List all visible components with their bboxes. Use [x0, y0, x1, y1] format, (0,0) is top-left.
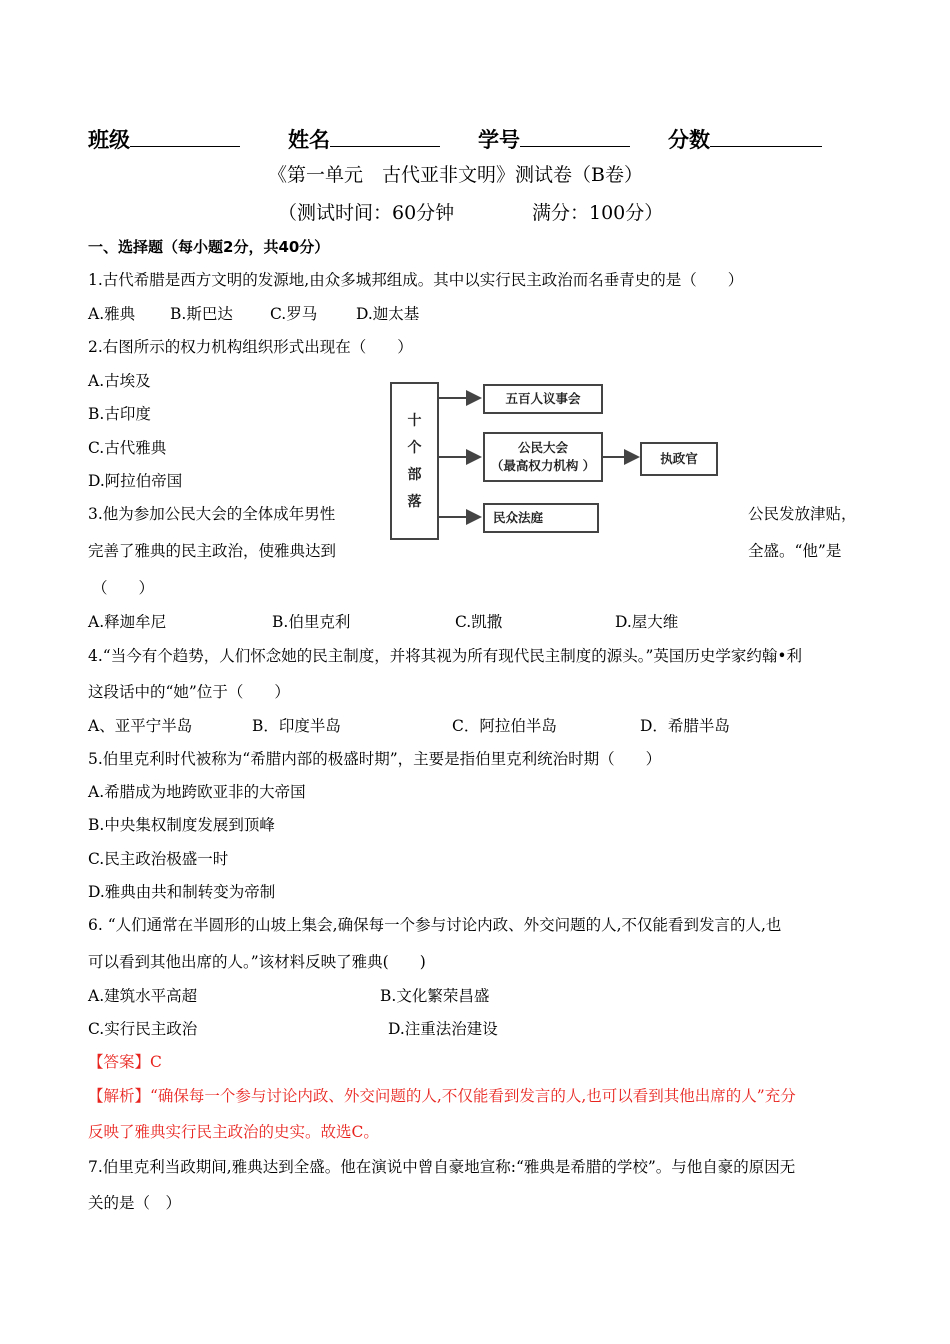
court-label: 民众法庭	[493, 510, 544, 525]
q2-option-a: A.古埃及	[88, 372, 151, 390]
name-blank	[330, 126, 440, 147]
question-7-line2: 关的是（ ）	[88, 1194, 182, 1212]
class-blank	[130, 126, 240, 147]
score-label: 分数	[668, 128, 710, 152]
subtitle-score: 满分：100分）	[532, 202, 664, 224]
name-field	[288, 124, 440, 154]
question-2: 2.右图所示的权力机构组织形式出现在（ ）	[88, 338, 413, 356]
question-3-line2-right: 全盛。“他”是	[748, 542, 842, 560]
assembly-box	[483, 432, 603, 482]
q5-option-a: A.希腊成为地跨欧亚非的大帝国	[88, 783, 306, 801]
q6-option-d: D.注重法治建设	[388, 1020, 498, 1038]
assembly-sublabel: （最高权力机构 ）	[490, 458, 596, 473]
q6-analysis-line1: 【解析】“确保每一个参与讨论内政、外交问题的人,不仅能看到发言的人,也可以看到其他出席的人”充分	[88, 1087, 796, 1105]
q3-option-b: B.伯里克利	[272, 613, 351, 631]
q4-option-c: C．阿拉伯半岛	[452, 717, 557, 735]
q6-option-c: C.实行民主政治	[88, 1020, 198, 1038]
court-box	[483, 503, 599, 533]
question-3-line3: （ ）	[92, 579, 155, 597]
q3-option-c: C.凯撒	[455, 613, 503, 631]
name-label: 姓名	[288, 128, 330, 152]
assembly-label: 公民大会	[517, 440, 568, 455]
council-box	[483, 384, 603, 414]
q4-option-b: B．印度半岛	[252, 717, 341, 735]
q1-option-d: D.迦太基	[356, 305, 420, 323]
question-4-line2: 这段话中的“她”位于（ ）	[88, 683, 290, 701]
question-1: 1.古代希腊是西方文明的发源地,由众多城邦组成。其中以实行民主政治而名垂青史的是（ ）	[88, 271, 744, 289]
page-title: 《第一单元 古代亚非文明》测试卷（B卷）	[268, 164, 643, 186]
tribes-char-3: 部	[407, 467, 422, 483]
tribes-char-1: 十	[407, 413, 422, 429]
score-blank	[710, 126, 822, 147]
tribes-char-2: 个	[407, 440, 422, 456]
question-6-line1: 6. “人们通常在半圆形的山坡上集会,确保每一个参与讨论内政、外交问题的人,不仅能看到发言的人,也	[88, 916, 782, 934]
q2-option-b: B.古印度	[88, 405, 151, 423]
archon-label: 执政官	[660, 451, 698, 466]
q1-option-b: B.斯巴达	[170, 305, 233, 323]
q1-option-c: C.罗马	[270, 305, 318, 323]
score-field	[668, 124, 822, 154]
power-structure-diagram	[380, 370, 740, 550]
q6-option-a: A.建筑水平高超	[88, 987, 198, 1005]
question-7-line1: 7.伯里克利当政期间,雅典达到全盛。他在演说中曾自豪地宣称:“雅典是希腊的学校”。与他自豪的原因无	[88, 1158, 796, 1176]
q6-option-b: B.文化繁荣昌盛	[380, 987, 490, 1005]
q5-option-b: B.中央集权制度发展到顶峰	[88, 816, 275, 834]
class-field	[88, 124, 240, 154]
q6-analysis-line2: 反映了雅典实行民主政治的史实。故选C。	[88, 1123, 379, 1141]
id-label: 学号	[478, 128, 520, 152]
q5-option-d: D.雅典由共和制转变为帝制	[88, 883, 276, 901]
id-blank	[520, 126, 630, 147]
section-heading: 一、选择题（每小题2分，共40分）	[88, 238, 330, 256]
archon-box	[640, 442, 718, 476]
q1-option-a: A.雅典	[88, 305, 136, 323]
question-3-line1-left: 3.他为参加公民大会的全体成年男性	[88, 505, 336, 523]
subtitle-time: （测试时间：60分钟	[278, 202, 455, 224]
question-4-line1: 4.“当今有个趋势，人们怀念她的民主制度，并将其视为所有现代民主制度的源头。”英国历史学家约翰•利	[88, 647, 803, 665]
council-label: 五百人议事会	[505, 391, 581, 406]
q2-option-c: C.古代雅典	[88, 439, 167, 457]
tribes-char-4: 落	[407, 494, 422, 510]
question-5: 5.伯里克利时代被称为“希腊内部的极盛时期”，主要是指伯里克利统治时期（ ）	[88, 750, 662, 768]
q3-option-a: A.释迦牟尼	[88, 613, 167, 631]
q5-option-c: C.民主政治极盛一时	[88, 850, 229, 868]
question-6-line2: 可以看到其他出席的人。”该材料反映了雅典( )	[88, 953, 426, 971]
q4-option-d: D．希腊半岛	[640, 717, 730, 735]
q6-answer: 【答案】C	[88, 1053, 162, 1071]
tribes-box	[390, 382, 439, 540]
question-3-line1-right: 公民发放津贴，	[748, 505, 857, 523]
q3-option-d: D.屋大维	[615, 613, 679, 631]
q4-option-a: A、亚平宁半岛	[88, 717, 193, 735]
class-label: 班级	[88, 128, 130, 152]
q2-option-d: D.阿拉伯帝国	[88, 472, 183, 490]
id-field	[478, 124, 630, 154]
question-3-line2-left: 完善了雅典的民主政治，使雅典达到	[88, 542, 337, 560]
